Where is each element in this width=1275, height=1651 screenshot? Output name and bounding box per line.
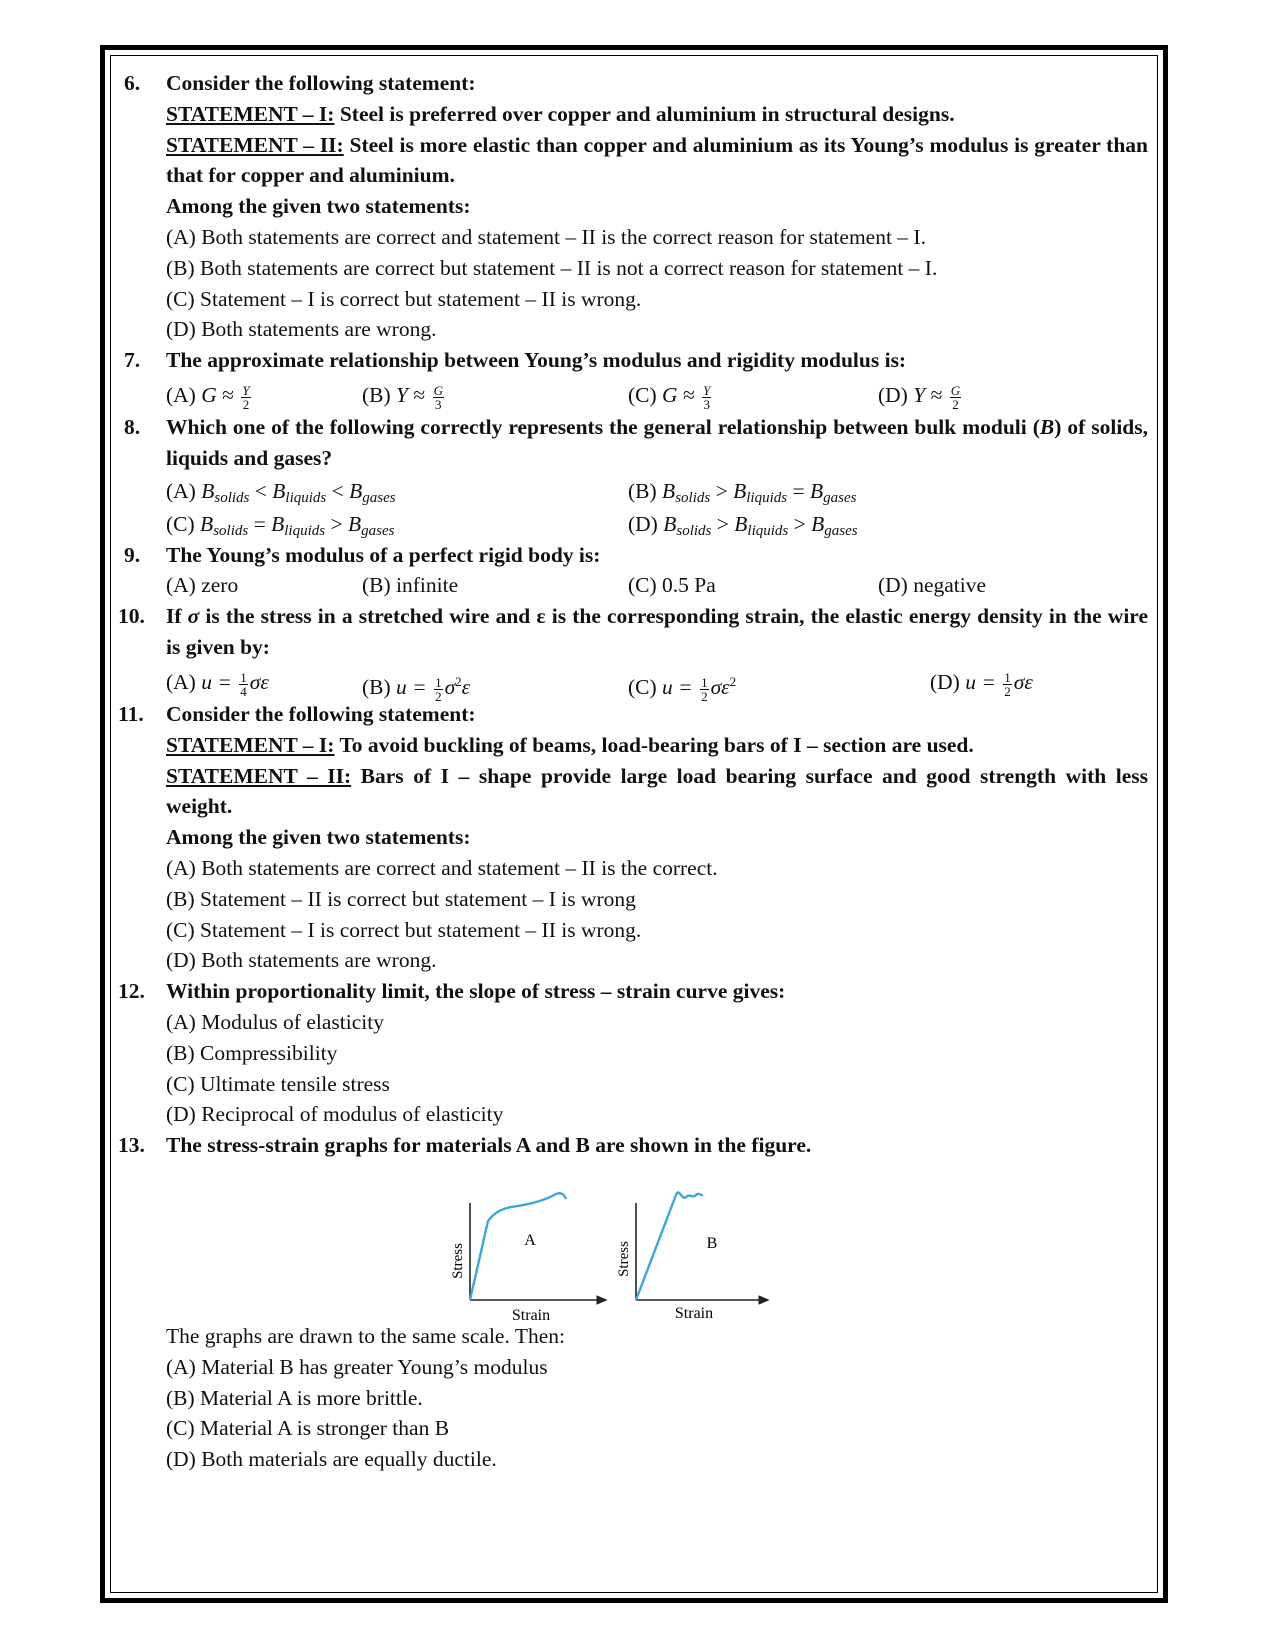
question-prompt: The approximate relationship between Young’s modulus and rigidity modulus is: bbox=[166, 348, 907, 373]
question-8 bbox=[118, 412, 1148, 540]
option-d: (D) $B_{solids} > B_{liquids} > B_{gases}$ bbox=[628, 511, 858, 539]
question-number: 8. bbox=[124, 414, 141, 439]
question-prompt: The stress-strain graphs for materials A and B are shown in the figure. bbox=[166, 1133, 812, 1158]
stress-strain-graphs bbox=[166, 1173, 866, 1333]
question-9 bbox=[118, 540, 1148, 602]
stress-strain-figure bbox=[166, 1161, 1148, 1324]
graph-a-curve bbox=[470, 1193, 566, 1300]
question-7 bbox=[118, 345, 1148, 412]
question-6 bbox=[118, 68, 1148, 345]
statement-label: STATEMENT – I: bbox=[166, 732, 335, 757]
question-number: 6. bbox=[124, 71, 141, 95]
option-a: (A) G ≈ $\frac{Y}{2}$ bbox=[166, 382, 250, 412]
question-13 bbox=[118, 1130, 1148, 1475]
options-row bbox=[166, 507, 1148, 540]
option: (C) Ultimate tensile stress bbox=[166, 1071, 390, 1096]
question-number: 12. bbox=[118, 979, 145, 1004]
fraction: $\frac{1}{2}$ bbox=[435, 674, 442, 704]
option: (D) Both materials are equally ductile. bbox=[166, 1447, 497, 1472]
statement-1 bbox=[166, 99, 1148, 130]
statement-label: STATEMENT – II: bbox=[166, 763, 352, 788]
fraction: $\frac{G}{2}$ bbox=[950, 382, 961, 412]
option-b: (B) $B_{solids} > B_{liquids} = B_{gases}$ bbox=[628, 478, 857, 506]
question-prompt: Consider the following statement: bbox=[166, 701, 476, 726]
question-sheet bbox=[118, 68, 1148, 1475]
among-label: Among the given two statements: bbox=[166, 825, 471, 850]
option-c: (C) G ≈ $\frac{Y}{3}$ bbox=[628, 382, 711, 412]
statement-text: Steel is more elastic than copper and aluminium as its Young’s modulus is greater than that for copper and aluminium. bbox=[166, 132, 1148, 188]
option-d: (D) Y ≈ $\frac{G}{2}$ bbox=[878, 382, 961, 412]
option-c: (C) 0.5 Pa bbox=[628, 573, 716, 598]
graph-b bbox=[616, 1192, 768, 1322]
question-prompt: Which one of the following correctly represents the general relationship between bulk moduli (B) of solids, liquids and gases? bbox=[166, 414, 1148, 470]
fraction: $\frac{1}{2}$ bbox=[1004, 669, 1011, 699]
option: (C) Statement – I is correct but statement – II is wrong. bbox=[166, 286, 642, 311]
question-number: 13. bbox=[118, 1133, 145, 1158]
option-b: (B) u = $\frac{1}{2}$ $\sigma^2\varepsilon$ bbox=[362, 673, 471, 704]
question-prompt: If σ is the stress in a stretched wire and ε is the corresponding strain, the elastic energy density in the wire is given by: bbox=[166, 604, 1148, 660]
option-c: (C) $B_{solids} = B_{liquids} > B_{gases}$ bbox=[166, 511, 395, 539]
option-a: (A) $B_{solids} < B_{liquids} < B_{gases}$ bbox=[166, 478, 396, 506]
graph-a-curve-label: A bbox=[524, 1231, 536, 1249]
fraction: $\frac{Y}{3}$ bbox=[703, 382, 711, 412]
graph-b-curve bbox=[636, 1192, 703, 1300]
option-a: (A) zero bbox=[166, 573, 239, 598]
option: (A) Modulus of elasticity bbox=[166, 1009, 384, 1034]
question-number: 11. bbox=[118, 701, 144, 726]
options-row bbox=[166, 474, 1148, 507]
option: (C) Statement – I is correct but statement – II is wrong. bbox=[166, 917, 642, 942]
graph-b-ylabel: Stress bbox=[616, 1240, 632, 1277]
statement-2 bbox=[166, 761, 1148, 823]
option: (D) Reciprocal of modulus of elasticity bbox=[166, 1102, 504, 1127]
fraction: $\frac{1}{4}$ bbox=[240, 669, 247, 699]
question-number: 10. bbox=[118, 604, 145, 629]
option: (A) Both statements are correct and statement – II is the correct. bbox=[166, 855, 718, 880]
graph-a bbox=[450, 1193, 606, 1324]
option-b: (B) infinite bbox=[362, 573, 459, 598]
option-d: (D) negative bbox=[878, 573, 987, 598]
options-row bbox=[166, 663, 1148, 704]
question-prompt: Consider the following statement: bbox=[166, 71, 476, 95]
option: (D) Both statements are wrong. bbox=[166, 948, 437, 973]
question-12 bbox=[118, 976, 1148, 1130]
option: (B) Both statements are correct but statement – II is not a correct reason for statement – I. bbox=[166, 255, 938, 280]
option: (A) Material B has greater Young’s modulus bbox=[166, 1354, 548, 1379]
option: (D) Both statements are wrong. bbox=[166, 317, 437, 342]
statement-label: STATEMENT – I: bbox=[166, 101, 335, 126]
statement-text: To avoid buckling of beams, load-bearing bars of I – section are used. bbox=[334, 732, 974, 757]
graph-a-xlabel: Strain bbox=[511, 1306, 551, 1324]
options-row bbox=[166, 570, 1148, 601]
option-d: (D) u = $\frac{1}{2}$ σε bbox=[930, 669, 1033, 699]
question-lead: The graphs are drawn to the same scale. Then: bbox=[166, 1323, 565, 1348]
option: (B) Compressibility bbox=[166, 1040, 338, 1065]
option: (B) Statement – II is correct but statement – I is wrong bbox=[166, 886, 636, 911]
fraction: $\frac{1}{2}$ bbox=[701, 674, 708, 704]
statement-1 bbox=[166, 730, 1148, 761]
option: (C) Material A is stronger than B bbox=[166, 1416, 450, 1441]
statement-2 bbox=[166, 130, 1148, 192]
among-label: Among the given two statements: bbox=[166, 194, 471, 219]
question-number: 9. bbox=[124, 542, 141, 567]
statement-label: STATEMENT – II: bbox=[166, 132, 344, 157]
graph-b-xlabel: Strain bbox=[674, 1304, 714, 1322]
fraction: $\frac{G}{3}$ bbox=[433, 382, 443, 412]
question-11 bbox=[118, 699, 1148, 976]
option-b: (B) Y ≈ $\frac{G}{3}$ bbox=[362, 382, 443, 412]
question-prompt: The Young’s modulus of a perfect rigid body is: bbox=[166, 542, 601, 567]
graph-b-curve-label: B bbox=[706, 1234, 718, 1252]
question-number: 7. bbox=[124, 348, 141, 373]
graph-a-ylabel: Stress bbox=[450, 1242, 466, 1279]
option: (A) Both statements are correct and statement – II is the correct reason for statement – I. bbox=[166, 224, 926, 249]
options-row bbox=[166, 376, 1148, 412]
question-10 bbox=[118, 601, 1148, 704]
option: (B) Material A is more brittle. bbox=[166, 1385, 423, 1410]
statement-text: Bars of I – shape provide large load bearing surface and good strength with less weight. bbox=[166, 763, 1148, 819]
question-prompt: Within proportionality limit, the slope of stress – strain curve gives: bbox=[166, 979, 786, 1004]
option-c: (C) u = $\frac{1}{2}$ $\sigma\varepsilon^2$ bbox=[628, 673, 737, 704]
option-a: (A) u = $\frac{1}{4}$ σε bbox=[166, 669, 269, 699]
fraction: $\frac{Y}{2}$ bbox=[242, 382, 250, 412]
statement-text: Steel is preferred over copper and aluminium in structural designs. bbox=[334, 101, 955, 126]
